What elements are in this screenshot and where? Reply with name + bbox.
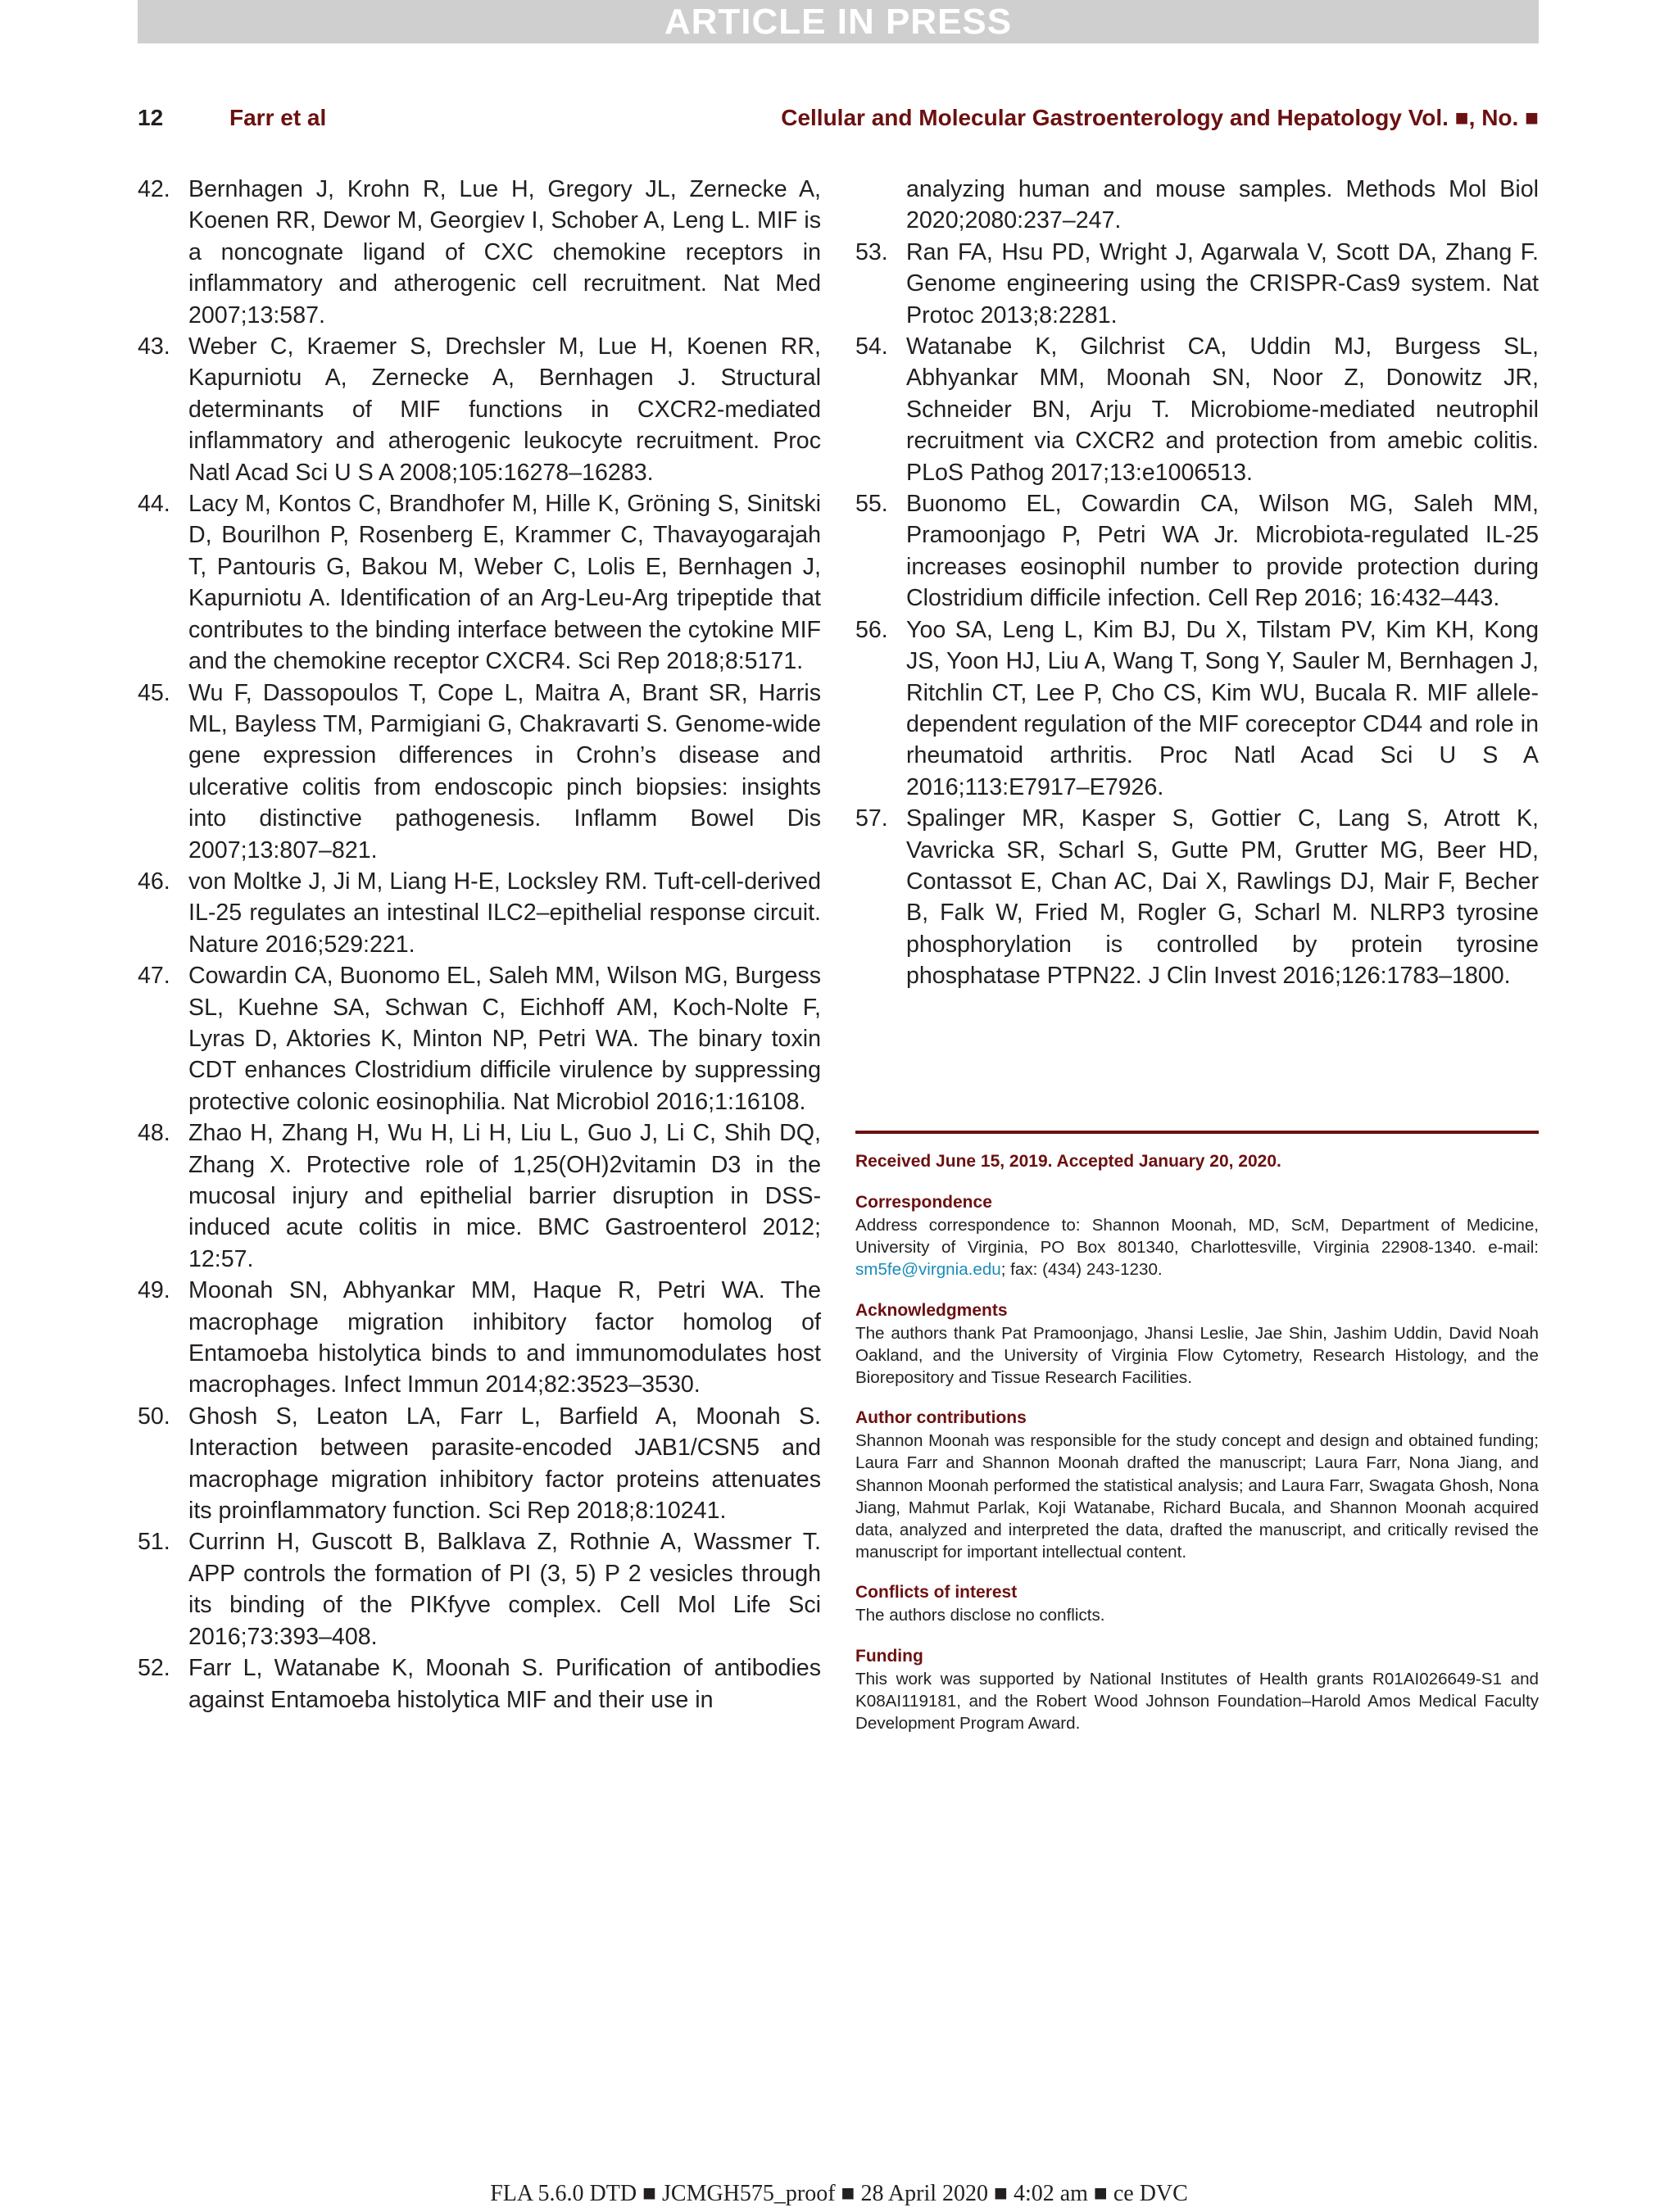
reference-text: Ran FA, Hsu PD, Wright J, Agarwala V, Scott DA, Zhang F. Genome engineering using the CRISPR-Cas9 system. Nat Protoc 2013;8:2281. bbox=[906, 238, 1539, 329]
running-authors: Farr et al bbox=[229, 105, 327, 130]
reference-number: 50. bbox=[138, 1403, 170, 1430]
reference-item bbox=[138, 1652, 821, 1716]
reference-number: 56. bbox=[855, 616, 888, 643]
journal-title: Cellular and Molecular Gastroenterology and Hepatology Vol. ■, No. ■ bbox=[781, 105, 1539, 130]
section-body: Shannon Moonah was responsible for the study concept and design and obtained funding; Laura Farr and Shannon Moonah drafted the manuscript; Laura Farr, Nona Jiang, and Shannon Moonah performed the statistical analysis; and Laura Farr, Swagata Ghosh, Nona Jiang, Mahmut Parlak, Koji Watanabe, Richard Bucala, and Shannon Moonah acquired data, analyzed and interpreted the data, drafted the manuscript, and critically revised the manuscript for important intellectual content. bbox=[855, 1431, 1539, 1562]
reference-number: 49. bbox=[138, 1277, 170, 1304]
reference-number: 57. bbox=[855, 805, 888, 832]
reference-item bbox=[138, 331, 821, 488]
section-heading: Author contributions bbox=[855, 1408, 1027, 1428]
reference-item bbox=[138, 488, 821, 677]
reference-text: Cowardin CA, Buonomo EL, Saleh MM, Wilson MG, Burgess SL, Kuehne SA, Schwan C, Eichhoff AM, Koch-Nolte F, Lyras D, Aktories K, Minton NP, Petri WA. The binary toxin CDT enhances Clostridium difficile virulence by suppressing protective colonic eosinophilia. Nat Microbiol 2016;1:16108. bbox=[188, 963, 821, 1115]
reference-text: von Moltke J, Ji M, Liang H-E, Locksley RM. Tuft-cell-derived IL-25 regulates an intestinal ILC2–epithelial response circuit. Nature 2016;529:221. bbox=[188, 868, 821, 958]
conflicts-section bbox=[855, 1581, 1539, 1626]
section-body: This work was supported by National Institutes of Health grants R01AI026649-S1 and K08AI119181, and the Robert Wood Johnson Foundation–Harold Amos Medical Faculty Development Program Award. bbox=[855, 1669, 1539, 1734]
reference-text: Moonah SN, Abhyankar MM, Haque R, Petri WA. The macrophage migration inhibitory factor homolog of Entamoeba histolytica binds to and immunomodulates host macrophages. Infect Immun 2014;82:3523–3530. bbox=[188, 1277, 821, 1398]
reference-number: 55. bbox=[855, 491, 888, 518]
reference-item bbox=[138, 1275, 821, 1401]
reference-number: 47. bbox=[138, 963, 170, 990]
reference-text: Buonomo EL, Cowardin CA, Wilson MG, Saleh MM, Pramoonjago P, Petri WA Jr. Microbiota-regulated IL-25 increases eosinophil number to provide protection during Clostridium difficile infection. Cell Rep 2016; 16:432–443. bbox=[906, 491, 1539, 612]
reference-text: Bernhagen J, Krohn R, Lue H, Gregory JL, Zernecke A, Koenen RR, Dewor M, Georgiev I, Schober A, Leng L. MIF is a noncognate ligand of CXC chemokine receptors in inflammatory and atherogenic cell recruitment. Nat Med 2007;13:587. bbox=[188, 176, 821, 329]
section-heading: Correspondence bbox=[855, 1193, 992, 1212]
reference-number: 51. bbox=[138, 1529, 170, 1556]
author-contributions-section bbox=[855, 1407, 1539, 1563]
notes-divider bbox=[855, 1131, 1539, 1134]
reference-item bbox=[138, 678, 821, 866]
correspondence-fax: ; fax: (434) 243-1230. bbox=[1000, 1260, 1163, 1280]
reference-number: 48. bbox=[138, 1120, 170, 1147]
article-in-press-banner: ARTICLE IN PRESS bbox=[138, 0, 1539, 43]
running-head bbox=[138, 102, 1539, 134]
reference-text: Weber C, Kraemer S, Drechsler M, Lue H, Koenen RR, Kapurniotu A, Zernecke A, Bernhagen J. Structural determinants of MIF functions in CXCR2-mediated inflammatory and atherogenic leukocyte recruitment. Proc Natl Acad Sci U S A 2008;105:16278–16283. bbox=[188, 333, 821, 486]
reference-number: 52. bbox=[138, 1655, 170, 1682]
reference-text: Yoo SA, Leng L, Kim BJ, Du X, Tilstam PV, Kim KH, Kong JS, Yoon HJ, Liu A, Wang T, Song Y, Sauler M, Bernhagen J, Ritchlin CT, Lee P, Cho CS, Kim WU, Bucala R. MIF allele-dependent regulation of the MIF coreceptor CD44 and role in rheumatoid arthritis. Proc Natl Acad Sci U S A 2016;113:E7917–E7926. bbox=[906, 616, 1539, 800]
reference-item bbox=[855, 331, 1539, 488]
proof-footer: FLA 5.6.0 DTD ■ JCMGH575_proof ■ 28 April 2020 ■ 4:02 am ■ ce DVC bbox=[490, 2181, 1188, 2206]
received-dates: Received June 15, 2019. Accepted January 20, 2020. bbox=[855, 1152, 1281, 1171]
reference-item bbox=[138, 1526, 821, 1652]
funding-section bbox=[855, 1645, 1539, 1735]
reference-item bbox=[855, 614, 1539, 803]
section-body: The authors disclose no conflicts. bbox=[855, 1606, 1105, 1625]
article-notes bbox=[855, 1150, 1539, 1752]
reference-text: Zhao H, Zhang H, Wu H, Li H, Liu L, Guo J, Li C, Shih DQ, Zhang X. Protective role of 1,25(OH)2vitamin D3 in the mucosal injury and epithelial barrier disruption in DSS-induced acute colitis in mice. BMC Gastroenterol 2012; 12:57. bbox=[188, 1120, 821, 1272]
reference-number: 45. bbox=[138, 679, 170, 706]
reference-item bbox=[138, 1117, 821, 1275]
reference-item bbox=[138, 866, 821, 960]
reference-number: 43. bbox=[138, 333, 170, 360]
reference-text: Wu F, Dassopoulos T, Cope L, Maitra A, Brant SR, Harris ML, Bayless TM, Parmigiani G, Chakravarti S. Genome-wide gene expression differences in Crohn’s disease and ulcerative colitis from endoscopic pinch biopsies: insights into distinctive pathogenesis. Inflamm Bowel Dis 2007;13:807–821. bbox=[188, 679, 821, 863]
section-body: The authors thank Pat Pramoonjago, Jhansi Leslie, Jae Shin, Jashim Uddin, David Noah Oakland, and the University of Virginia Flow Cytometry, Research Histology, and the Biorepository and Tissue Research Facilities. bbox=[855, 1323, 1539, 1388]
page-number: 12 bbox=[138, 105, 164, 130]
reference-number: 54. bbox=[855, 333, 888, 360]
references-right-column bbox=[855, 174, 1539, 992]
reference-item bbox=[855, 488, 1539, 614]
acknowledgments-section bbox=[855, 1299, 1539, 1389]
reference-text: Watanabe K, Gilchrist CA, Uddin MJ, Burgess SL, Abhyankar MM, Moonah SN, Noor Z, Donowitz JR, Schneider BN, Arju T. Microbiome-mediated neutrophil recruitment via CXCR2 and protection from amebic colitis. PLoS Pathog 2017;13:e1006513. bbox=[906, 333, 1539, 486]
reference-item bbox=[138, 1401, 821, 1527]
email-link[interactable]: sm5fe@virgnia.edu bbox=[855, 1260, 1001, 1280]
correspondence-section bbox=[855, 1191, 1539, 1281]
section-heading: Conflicts of interest bbox=[855, 1583, 1018, 1602]
reference-text: Spalinger MR, Kasper S, Gottier C, Lang S, Atrott K, Vavricka SR, Scharl S, Gutte PM, Grutter MG, Beer HD, Contassot E, Chan AC, Dai X, Rawlings DJ, Mair F, Becher B, Falk W, Fried M, Rogler G, Scharl M. NLRP3 tyrosine phosphorylation is controlled by protein tyrosine phosphatase PTPN22. J Clin Invest 2016;126:1783–1800. bbox=[906, 805, 1539, 990]
section-heading: Funding bbox=[855, 1646, 923, 1666]
section-heading: Acknowledgments bbox=[855, 1300, 1008, 1320]
reference-number: 53. bbox=[855, 238, 888, 265]
reference-continuation: analyzing human and mouse samples. Methods Mol Biol 2020;2080:237–247. bbox=[906, 176, 1539, 234]
references-left-column bbox=[138, 174, 821, 1716]
section-body bbox=[855, 1214, 1539, 1281]
reference-item bbox=[855, 237, 1539, 331]
reference-text: Farr L, Watanabe K, Moonah S. Purification of antibodies against Entamoeba histolytica MIF and their use in bbox=[188, 1655, 821, 1713]
reference-number: 42. bbox=[138, 176, 170, 202]
reference-text: Ghosh S, Leaton LA, Farr L, Barfield A, Moonah S. Interaction between parasite-encoded JAB1/CSN5 and macrophage migration inhibitory factor proteins attenuates its proinflammatory function. Sci Rep 2018;8:10241. bbox=[188, 1403, 821, 1525]
reference-item bbox=[138, 960, 821, 1117]
reference-item bbox=[855, 803, 1539, 991]
reference-text: Lacy M, Kontos C, Brandhofer M, Hille K, Gröning S, Sinitski D, Bourilhon P, Rosenberg E, Krammer C, Thavayogarajah T, Pantouris G, Bakou M, Weber C, Lolis E, Bernhagen J, Kapurniotu A. Identification of an Arg-Leu-Arg tripeptide that contributes to the binding interface between the cytokine MIF and the chemokine receptor CXCR4. Sci Rep 2018;8:5171. bbox=[188, 491, 821, 675]
reference-text: Currinn H, Guscott B, Balklava Z, Rothnie A, Wassmer T. APP controls the formation of PI (3, 5) P 2 vesicles through its binding of the PIKfyve complex. Cell Mol Life Sci 2016;73:393–408. bbox=[188, 1529, 821, 1650]
reference-number: 46. bbox=[138, 868, 170, 895]
correspondence-address: Address correspondence to: Shannon Moonah, MD, ScM, Department of Medicine, University of Virginia, PO Box 801340, Charlottesville, Virginia 22908-1340. e-mail: bbox=[855, 1216, 1539, 1258]
reference-item bbox=[138, 174, 821, 331]
reference-number: 44. bbox=[138, 491, 170, 518]
